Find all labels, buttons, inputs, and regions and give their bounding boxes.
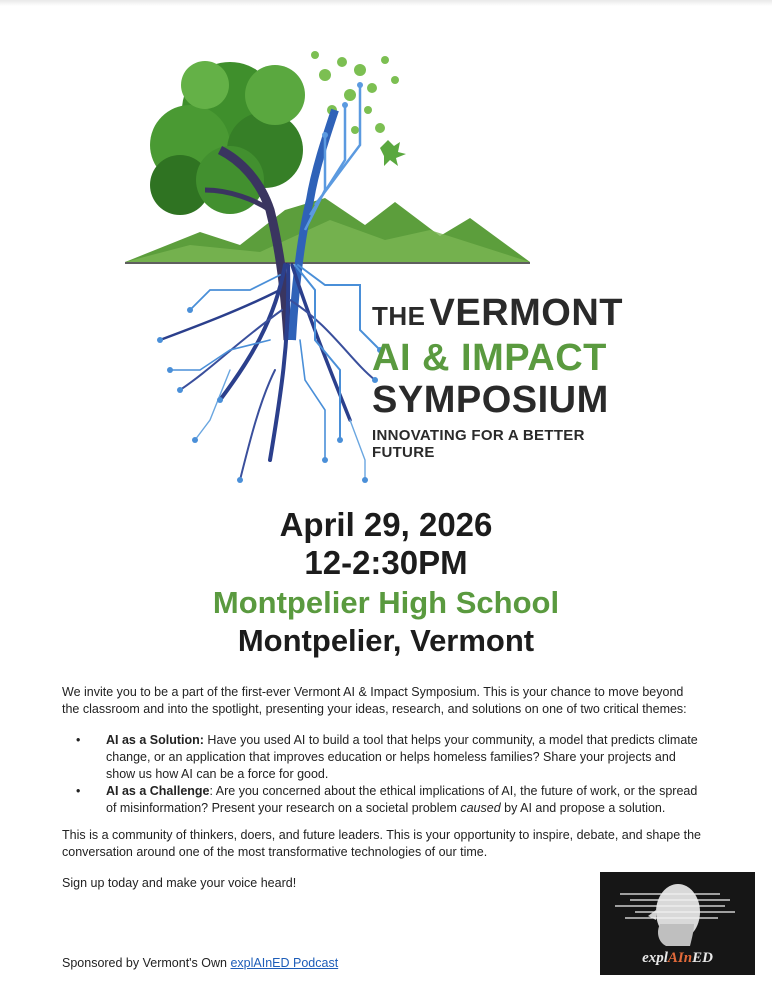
- sponsor-line: [62, 956, 338, 970]
- wordmark-pre: expl: [642, 950, 668, 966]
- wordmark-post: ED: [692, 950, 713, 966]
- podcast-link[interactable]: explAInED Podcast: [230, 956, 339, 970]
- bullet-icon: •: [76, 784, 81, 798]
- title-line-vermont: [372, 292, 632, 337]
- themes-list: [62, 732, 702, 817]
- title-vermont: VERMONT: [429, 292, 623, 334]
- event-details: [0, 506, 772, 660]
- title-symposium: SYMPOSIUM: [372, 379, 609, 421]
- event-venue: Montpelier High School: [212, 585, 560, 620]
- theme-text: : Are you concerned about the ethical implications of AI, the future of work, or the spread of misinformation? Present your research on a societal problem: [106, 784, 698, 815]
- theme-item-solution: [62, 732, 702, 783]
- sponsor-prefix: Sponsored by Vermont's Own: [62, 956, 227, 970]
- theme-text: Have you used AI to build a tool that helps your community, a model that predicts climate change, or an application that improves education or helps homeless families? Share your projects and show us how AI can be a force for good.: [106, 733, 698, 781]
- theme-title: AI as a Challenge: [106, 784, 210, 798]
- symposium-title: [372, 292, 632, 461]
- title-ai-impact: AI & IMPACT: [372, 337, 607, 379]
- invitation-body: [62, 684, 702, 892]
- call-to-action: Sign up today and make your voice heard!: [62, 876, 297, 890]
- circuit-roots: [160, 265, 380, 480]
- ai-face-icon: [600, 872, 755, 952]
- explained-podcast-logo: [600, 872, 755, 975]
- theme-title: AI as a Solution:: [106, 733, 204, 747]
- title-the: THE: [372, 301, 426, 331]
- community-paragraph: This is a community of thinkers, doers, and future leaders. This is your opportunity to inspire, debate, and shape the conversation around one of the most transformative technologies of our time.: [62, 828, 702, 859]
- theme-emphasis: caused: [460, 801, 501, 815]
- scan-edge: [0, 0, 772, 6]
- podcast-wordmark: [600, 950, 755, 967]
- theme-text-end: by AI and propose a solution.: [500, 801, 666, 815]
- tagline: INNOVATING FOR A BETTER FUTURE: [372, 427, 585, 461]
- event-date: April 29, 2026: [279, 506, 493, 543]
- theme-item-challenge: [62, 783, 702, 817]
- bullet-icon: •: [76, 733, 81, 747]
- intro-paragraph: We invite you to be a part of the first-ever Vermont AI & Impact Symposium. This is your chance to move beyond the classroom and into the spotlight, presenting your ideas, research, and solutions on one of two critical themes:: [62, 685, 687, 716]
- event-city: Montpelier, Vermont: [237, 623, 535, 658]
- event-time: 12-2:30PM: [304, 544, 468, 581]
- wordmark-ai: AIn: [667, 950, 693, 966]
